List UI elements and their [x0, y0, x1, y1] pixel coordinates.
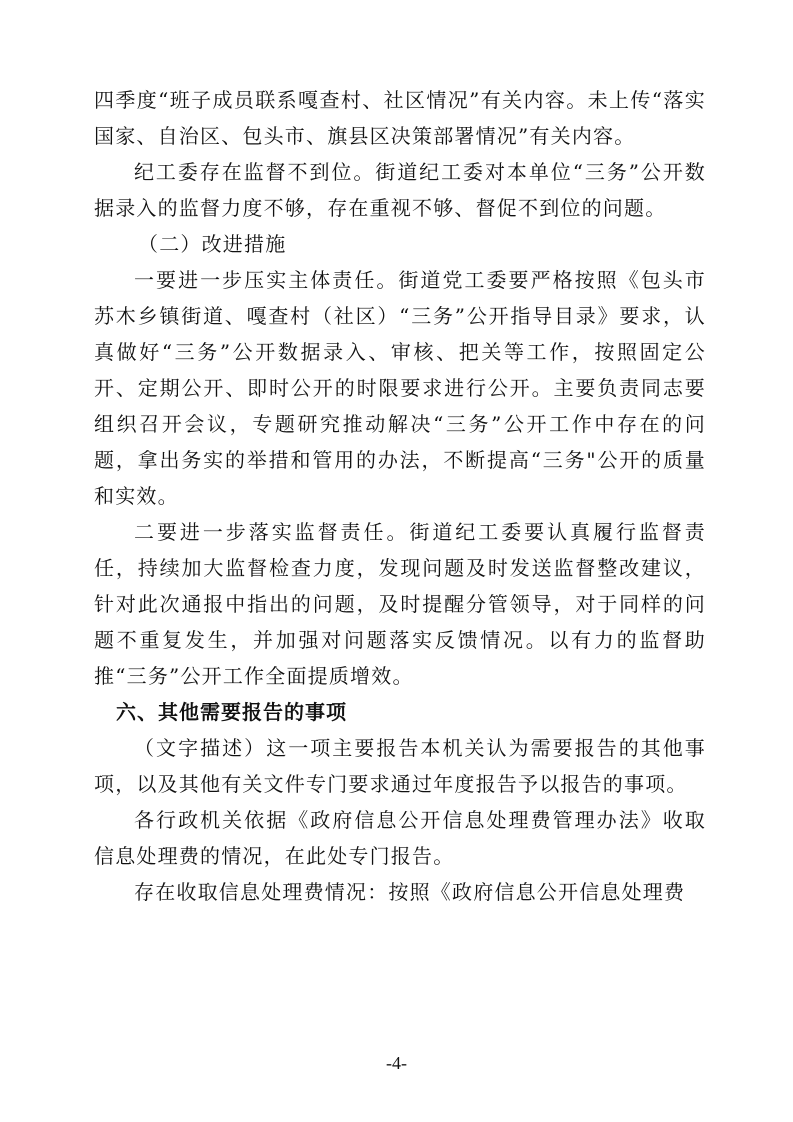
- section-heading-other-matters: 六、其他需要报告的事项: [116, 700, 347, 724]
- paragraph-fee-collected: 存在收取信息处理费情况：按照《政府信息公开信息处理费: [134, 880, 686, 904]
- paragraph-processing-fee: 各行政机关依据《政府信息公开信息处理费管理办法》收取信息处理费的情况，在此处专门报告。: [94, 808, 706, 868]
- paragraph-text-description: （文字描述）这一项主要报告本机关认为需要报告的其他事项，以及其他有关文件专门要求通过年度报告予以报告的事项。: [94, 736, 706, 796]
- page-body: [94, 82, 706, 910]
- paragraph-supervision-issue: 纪工委存在监督不到位。街道纪工委对本单位“三务”公开数据录入的监督力度不够，存在重视不够、督促不到位的问题。: [94, 160, 706, 220]
- paragraph-supervision-responsibility: 二要进一步落实监督责任。街道纪工委要认真履行监督责任，持续加大监督检查力度，发现问题及时发送监督整改建议，针对此次通报中指出的问题，及时提醒分管领导，对于同样的问题不重复发生，并加强对问题落实反馈情况。以有力的监督助推“三务”公开工作全面提质增效。: [94, 520, 706, 688]
- page-number: -4-: [386, 1053, 407, 1073]
- paragraph-main-responsibility: 一要进一步压实主体责任。街道党工委要严格按照《包头市苏木乡镇街道、嘎查村（社区）“三务”公开指导目录》要求，认真做好“三务”公开数据录入、审核、把关等工作，按照固定公开、定期公开、即时公开的时限要求进行公开。主要负责同志要组织召开会议，专题研究推动解决“三务”公开工作中存在的问题，拿出务实的举措和管用的办法，不断提高“三务"公开的质量和实效。: [94, 268, 706, 508]
- subheading-improvement-measures: （二）改进措施: [138, 232, 287, 256]
- paragraph-continuation: 四季度“班子成员联系嘎查村、社区情况”有关内容。未上传“落实国家、自治区、包头市、旗县区决策部署情况”有关内容。: [94, 88, 706, 148]
